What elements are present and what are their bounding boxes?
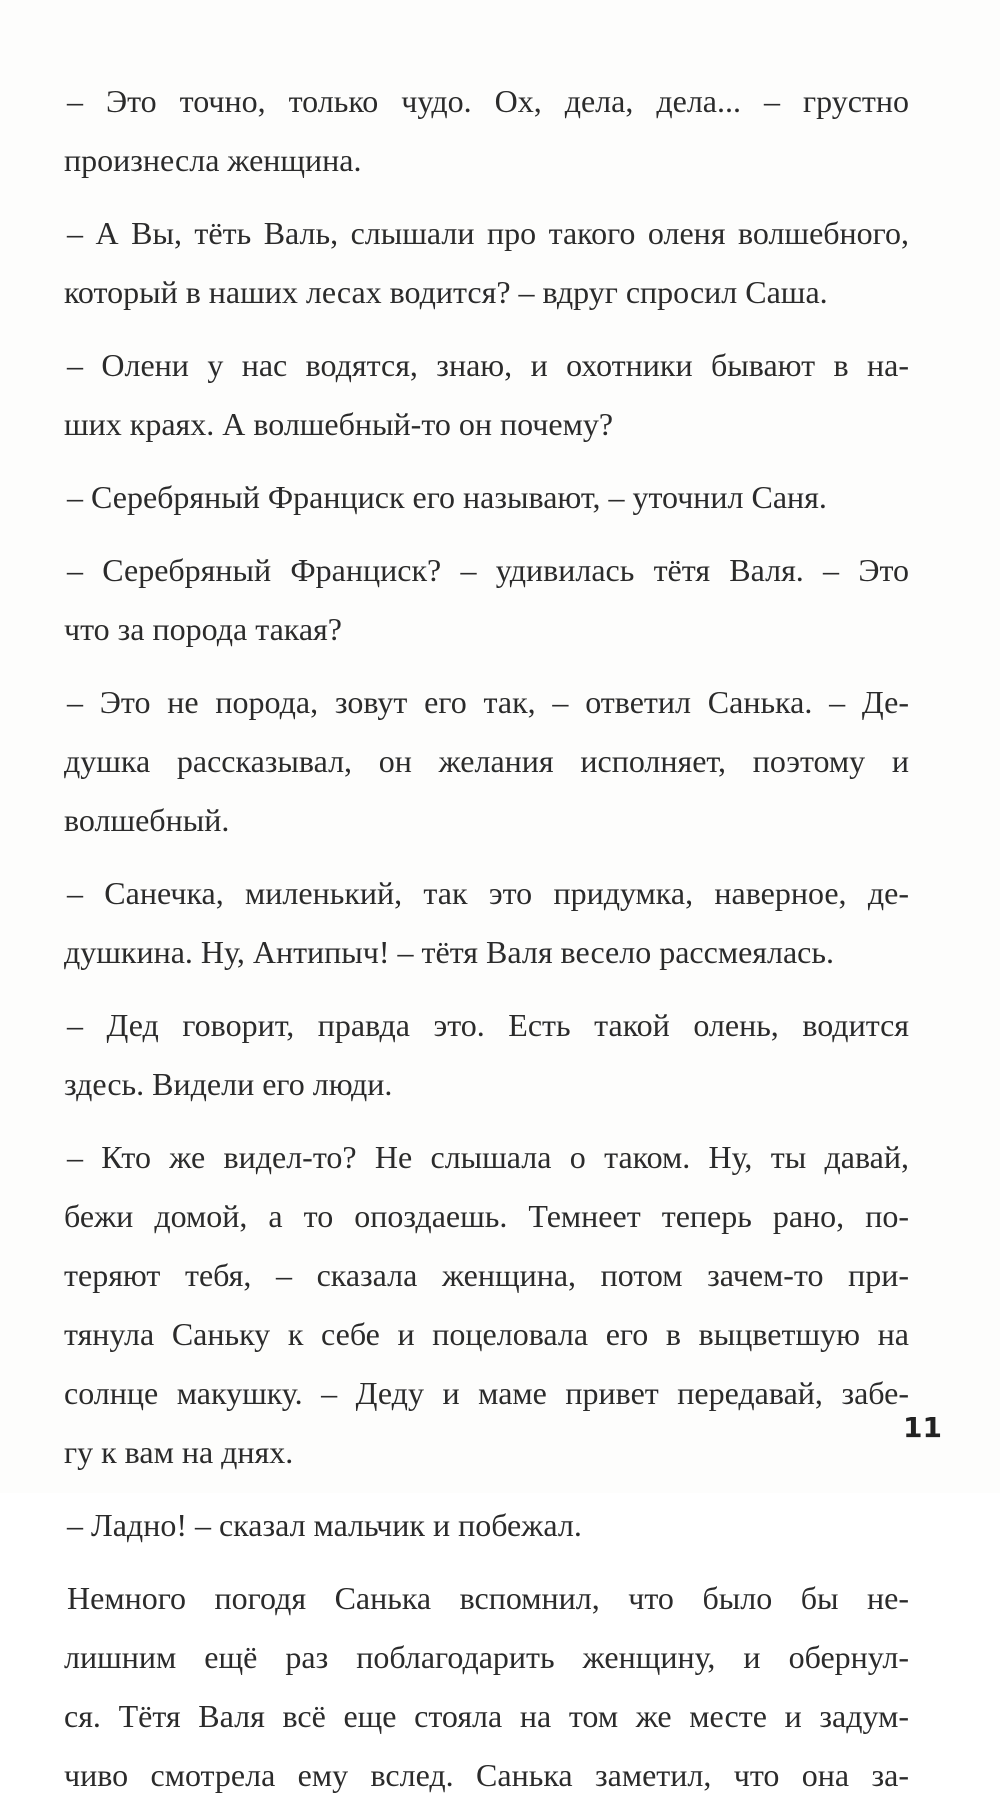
text-line: чиво смотрела ему вслед. Санька заметил, что она за- [64,1757,909,1793]
text-line: – Это точно, только чудо. Ох, дела, дела... – грустно [67,83,909,119]
text-line: – Дед говорит, правда это. Есть такой олень, водится [67,1007,909,1043]
text-line: гу к вам на днях. [64,1434,294,1470]
page-number: 11 [903,1411,942,1444]
text-line: – А Вы, тёть Валь, слышали про такого оленя волшебного, [67,215,909,251]
paragraph [64,204,909,322]
text-line: что за порода такая? [64,611,342,647]
text-line: теряют тебя, – сказала женщина, потом зачем-то при- [64,1257,909,1293]
text-line: Немного погодя Санька вспомнил, что было бы не- [67,1580,909,1616]
text-line: лишним ещё раз поблагодарить женщину, и обернул- [64,1639,909,1675]
text-line: произнесла женщина. [64,142,362,178]
text-line: – Ладно! – сказал мальчик и побежал. [67,1507,582,1543]
text-line: – Санечка, миленький, так это придумка, наверное, де- [67,875,909,911]
text-line: – Серебряный Франциск его называют, – уточнил Саня. [67,479,827,515]
paragraph [64,468,909,527]
text-line: который в наших лесах водится? – вдруг спросил Саша. [64,274,828,310]
paragraph [64,864,909,982]
page-text [64,72,909,1805]
text-line: – Это не порода, зовут его так, – ответил Санька. – Де- [67,684,909,720]
text-line: здесь. Видели его люди. [64,1066,393,1102]
text-line: волшебный. [64,802,230,838]
paragraph [64,996,909,1114]
paragraph [64,336,909,454]
paragraph [64,1496,909,1555]
paragraph [64,541,909,659]
text-line: тянула Саньку к себе и поцеловала его в выцветшую на [64,1316,909,1352]
text-line: – Серебряный Франциск? – удивилась тётя Валя. – Это [67,552,909,588]
text-line: солнце макушку. – Деду и маме привет передавай, забе- [64,1375,909,1411]
paragraph [64,673,909,850]
text-line: ся. Тётя Валя всё еще стояла на том же месте и задум- [64,1698,909,1734]
text-line: ших краях. А волшебный-то он почему? [64,406,614,442]
paragraph [64,1569,909,1805]
text-line: бежи домой, а то опоздаешь. Темнеет теперь рано, по- [64,1198,909,1234]
paragraph [64,1128,909,1482]
text-line: – Олени у нас водятся, знаю, и охотники бывают в на- [67,347,909,383]
text-line: – Кто же видел-то? Не слышала о таком. Ну, ты давай, [67,1139,909,1175]
paragraph [64,72,909,190]
text-line: душкина. Ну, Антипыч! – тётя Валя весело рассмеялась. [64,934,834,970]
text-line: душка рассказывал, он желания исполняет, поэтому и [64,743,909,779]
